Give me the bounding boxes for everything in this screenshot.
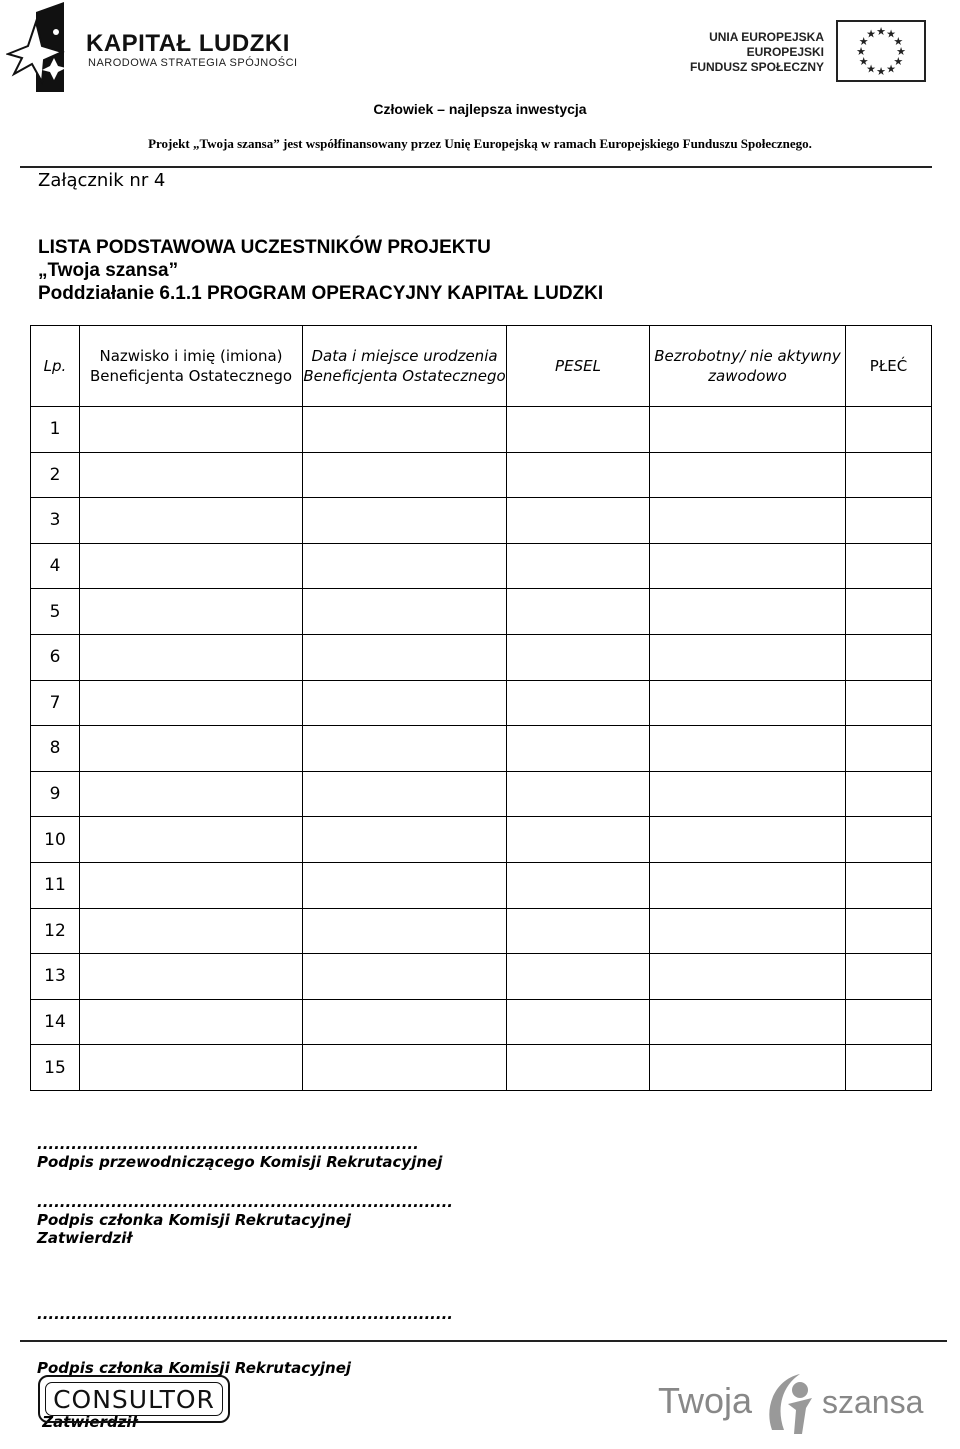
empty-cell — [650, 634, 846, 680]
consultor-logo — [38, 1375, 230, 1423]
empty-cell — [80, 452, 303, 498]
empty-cell — [507, 999, 650, 1045]
empty-cell — [650, 407, 846, 453]
signature-label: Podpis członka Komisji Rekrutacyjnej — [37, 1359, 352, 1377]
empty-cell — [80, 726, 303, 772]
empty-cell — [507, 452, 650, 498]
empty-cell — [303, 817, 507, 863]
empty-cell — [303, 1045, 507, 1091]
empty-cell — [507, 634, 650, 680]
empty-cell — [80, 589, 303, 635]
empty-cell — [507, 862, 650, 908]
signature-line: ................................................................... — [37, 1135, 419, 1153]
svg-text:★: ★ — [858, 55, 869, 68]
empty-cell — [650, 543, 846, 589]
empty-cell — [650, 862, 846, 908]
empty-cell — [303, 726, 507, 772]
eu-flag-icon — [836, 20, 926, 82]
row-number: 6 — [31, 634, 80, 680]
empty-cell — [846, 817, 932, 863]
table-row — [31, 817, 932, 863]
svg-text:★: ★ — [886, 62, 896, 76]
heading-line-2: „Twoja szansa” — [38, 260, 179, 281]
empty-cell — [650, 589, 846, 635]
empty-cell — [507, 1045, 650, 1091]
svg-text:★: ★ — [876, 25, 886, 38]
table-row — [31, 999, 932, 1045]
kapital-ludzki-title: KAPITAŁ LUDZKI — [86, 30, 290, 57]
participants-table — [30, 325, 932, 1091]
table-row — [31, 452, 932, 498]
empty-cell — [80, 1045, 303, 1091]
motto: Człowiek – najlepsza inwestycja — [373, 101, 587, 117]
project-cofinancing-line: Projekt „Twoja szansa” jest współfinansowany przez Unię Europejską w ramach Europejskiego Funduszu Społecznego. — [148, 136, 812, 151]
table-row — [31, 862, 932, 908]
empty-cell — [80, 862, 303, 908]
empty-cell — [303, 680, 507, 726]
empty-cell — [846, 771, 932, 817]
kapital-ludzki-emblem-icon — [6, 2, 86, 92]
column-header-lp: Lp. — [31, 326, 80, 407]
heading-line-1: LISTA PODSTAWOWA UCZESTNIKÓW PROJEKTU — [38, 237, 491, 258]
empty-cell — [846, 726, 932, 772]
empty-cell — [303, 862, 507, 908]
row-number: 4 — [31, 543, 80, 589]
svg-text:★: ★ — [858, 35, 869, 48]
eu-line-2: EUROPEJSKI — [746, 45, 824, 59]
empty-cell — [846, 452, 932, 498]
row-number: 15 — [31, 1045, 80, 1091]
empty-cell — [846, 543, 932, 589]
svg-text:★: ★ — [886, 27, 896, 41]
empty-cell — [650, 452, 846, 498]
empty-cell — [303, 543, 507, 589]
empty-cell — [80, 634, 303, 680]
table-row — [31, 498, 932, 544]
signature-block-chair — [37, 1135, 442, 1171]
empty-cell — [303, 498, 507, 544]
empty-cell — [303, 452, 507, 498]
empty-cell — [80, 954, 303, 1000]
row-number: 8 — [31, 726, 80, 772]
svg-text:★: ★ — [856, 45, 866, 58]
empty-cell — [650, 817, 846, 863]
empty-cell — [507, 954, 650, 1000]
row-number: 14 — [31, 999, 80, 1045]
table-row — [31, 954, 932, 1000]
row-number: 11 — [31, 862, 80, 908]
kapital-ludzki-subtitle: NARODOWA STRATEGIA SPÓJNOŚCI — [88, 57, 298, 69]
empty-cell — [507, 908, 650, 954]
empty-cell — [507, 771, 650, 817]
row-number: 9 — [31, 771, 80, 817]
consultor-logo-text: CONSULTOR — [45, 1382, 223, 1416]
empty-cell — [507, 680, 650, 726]
row-number: 12 — [31, 908, 80, 954]
column-header-pesel: PESEL — [507, 326, 650, 407]
table-row — [31, 634, 932, 680]
signature-block-member-1 — [37, 1193, 453, 1247]
empty-cell — [80, 680, 303, 726]
table-row — [31, 407, 932, 453]
eu-logo-text — [690, 30, 824, 75]
empty-cell — [846, 908, 932, 954]
eu-line-3: FUNDUSZ SPOŁECZNY — [689, 60, 824, 74]
svg-text:★: ★ — [893, 35, 904, 48]
empty-cell — [507, 817, 650, 863]
empty-cell — [846, 999, 932, 1045]
empty-cell — [650, 498, 846, 544]
empty-cell — [650, 771, 846, 817]
empty-cell — [846, 589, 932, 635]
table-row — [31, 908, 932, 954]
row-number: 13 — [31, 954, 80, 1000]
empty-cell — [650, 680, 846, 726]
signature-label: Podpis przewodniczącego Komisji Rekrutacyjnej — [37, 1153, 443, 1171]
twoja-szansa-logo-word-1: Twoja — [658, 1380, 753, 1421]
column-header-birth: Data i miejsce urodzenia Beneficjenta Ostatecznego — [303, 326, 507, 407]
table-row — [31, 543, 932, 589]
approved-label: Zatwierdził — [37, 1229, 132, 1247]
empty-cell — [650, 954, 846, 1000]
empty-cell — [507, 589, 650, 635]
signature-label: Podpis członka Komisji Rekrutacyjnej — [37, 1211, 352, 1229]
header-divider — [20, 166, 932, 168]
empty-cell — [846, 1045, 932, 1091]
row-number: 7 — [31, 680, 80, 726]
column-header-gender: PŁEĆ — [846, 326, 932, 407]
row-number: 1 — [31, 407, 80, 453]
row-number: 3 — [31, 498, 80, 544]
twoja-szansa-person-icon — [762, 1368, 824, 1438]
empty-cell — [507, 498, 650, 544]
empty-cell — [507, 407, 650, 453]
table-row — [31, 1045, 932, 1091]
column-header-name: Nazwisko i imię (imiona) Beneficjenta Ostatecznego — [80, 326, 303, 407]
table-row — [31, 726, 932, 772]
empty-cell — [846, 498, 932, 544]
signature-line: ......................................................................... — [37, 1305, 453, 1323]
annex-label: Załącznik nr 4 — [38, 170, 166, 191]
empty-cell — [303, 771, 507, 817]
empty-cell — [846, 634, 932, 680]
empty-cell — [303, 634, 507, 680]
empty-cell — [80, 771, 303, 817]
empty-cell — [507, 543, 650, 589]
svg-text:★: ★ — [866, 62, 876, 76]
row-number: 5 — [31, 589, 80, 635]
table-header-row — [31, 326, 932, 407]
empty-cell — [303, 589, 507, 635]
empty-cell — [303, 908, 507, 954]
empty-cell — [80, 908, 303, 954]
empty-cell — [507, 726, 650, 772]
column-header-status: Bezrobotny/ nie aktywny zawodowo — [650, 326, 846, 407]
empty-cell — [80, 817, 303, 863]
signature-line: ......................................................................... — [37, 1193, 453, 1211]
empty-cell — [80, 543, 303, 589]
table-row — [31, 680, 932, 726]
row-number: 10 — [31, 817, 80, 863]
document-heading — [38, 236, 603, 305]
empty-cell — [80, 999, 303, 1045]
empty-cell — [80, 498, 303, 544]
twoja-szansa-logo-word-2: szansa — [822, 1384, 924, 1420]
approved-label: Zatwierdził — [37, 1413, 138, 1431]
svg-text:★: ★ — [876, 65, 886, 78]
empty-cell — [303, 999, 507, 1045]
table-row — [31, 589, 932, 635]
empty-cell — [303, 407, 507, 453]
table-row — [31, 771, 932, 817]
row-number: 2 — [31, 452, 80, 498]
svg-text:★: ★ — [893, 55, 904, 68]
empty-cell — [650, 999, 846, 1045]
empty-cell — [303, 954, 507, 1000]
heading-line-3: Poddziałanie 6.1.1 PROGRAM OPERACYJNY KAPITAŁ LUDZKI — [38, 283, 604, 304]
empty-cell — [846, 407, 932, 453]
empty-cell — [846, 680, 932, 726]
eu-line-1: UNIA EUROPEJSKA — [709, 30, 824, 44]
empty-cell — [650, 908, 846, 954]
empty-cell — [80, 407, 303, 453]
empty-cell — [650, 726, 846, 772]
empty-cell — [650, 1045, 846, 1091]
footer-divider — [20, 1340, 947, 1342]
empty-cell — [846, 954, 932, 1000]
empty-cell — [846, 862, 932, 908]
svg-text:★: ★ — [866, 27, 876, 41]
svg-text:★: ★ — [896, 45, 906, 58]
